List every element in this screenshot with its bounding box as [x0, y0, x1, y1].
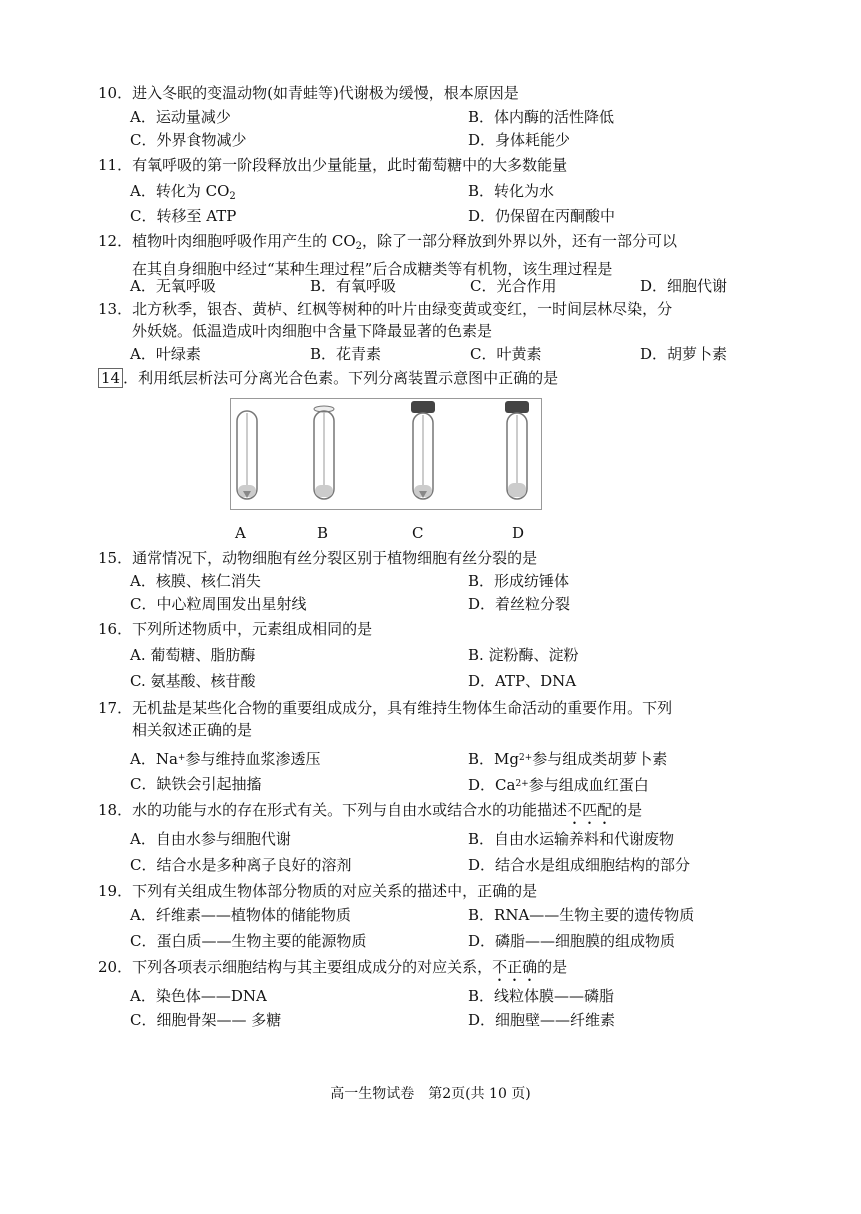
option-b: B．RNA——生物主要的遗传物质	[468, 906, 695, 924]
option-b: B．花青素	[310, 345, 382, 363]
option-a: A．运动量减少	[130, 108, 231, 126]
option-d: D．胡萝卜素	[640, 345, 728, 363]
question-stem: 20．下列各项表示细胞结构与其主要组成成分的对应关系，	[98, 958, 493, 976]
tube-label-a: A	[235, 524, 246, 542]
option-c: C．转移至 ATP	[130, 207, 237, 225]
option-a: A．Na+参与维持血浆渗透压	[130, 750, 321, 768]
question-14	[98, 367, 778, 389]
tube-label-b: B	[317, 524, 329, 542]
tube-label-d: D	[512, 524, 525, 542]
question-13	[98, 298, 778, 342]
option-d: D．细胞壁——纤维素	[468, 1011, 616, 1029]
option-b: B．线粒体膜——磷脂	[468, 987, 615, 1005]
option-a: A. 葡萄糖、脂肪酶	[130, 646, 256, 664]
question-12: 12．植物叶肉细胞呼吸作用产生的 $CO_2$，除了一部分释放到外界以外，还有一部分可以 在其自身细胞中经过“某种生理过程”后合成糖类等有机物，该生理过程是	[98, 230, 778, 280]
option-d: D．细胞代谢	[640, 277, 728, 295]
question-stem: 19．下列有关组成生物体部分物质的对应关系的描述中，正确的是	[98, 882, 538, 900]
option-c: C．光合作用	[470, 277, 557, 295]
question-stem-continued: 外妖娆。低温造成叶肉细胞中含量下降最显著的色素是	[132, 322, 493, 340]
question-stem: 13．北方秋季，银杏、黄栌、红枫等树种的叶片由绿变黄或变红，一时间层林尽染，分	[98, 300, 673, 318]
test-tubes-illustration	[231, 399, 541, 509]
question-17	[98, 697, 778, 741]
question-stem: ．利用纸层析法可分离光合色素。下列分离装置示意图中正确的是	[123, 369, 559, 387]
emphasized-text: 不正确	[492, 958, 538, 976]
option-c: C．中心粒周围发出星射线	[130, 595, 307, 613]
question-number: 14	[98, 368, 123, 388]
option-b: B. 淀粉酶、淀粉	[468, 646, 579, 664]
option-d: D．着丝粒分裂	[468, 595, 571, 613]
option-d: D．结合水是组成细胞结构的部分	[468, 856, 691, 874]
question-stem: 12．植物叶肉细胞呼吸作用产生的 CO	[98, 232, 356, 250]
option-c: C．蛋白质——生物主要的能源物质	[130, 932, 367, 950]
emphasized-text: 不匹配	[567, 801, 613, 819]
question-stem: 17．无机盐是某些化合物的重要组成成分，具有维持生物体生命活动的重要作用。下列	[98, 699, 673, 717]
option-b: B．转化为水	[468, 182, 555, 200]
option-d: D．身体耗能少	[468, 131, 571, 149]
question-16	[98, 618, 778, 640]
option-d: D．ATP、DNA	[468, 672, 577, 690]
option-a: A．叶绿素	[130, 345, 201, 363]
question-stem: 15．通常情况下，动物细胞有丝分裂区别于植物细胞有丝分裂的是	[98, 549, 538, 567]
option-b: B．形成纺锤体	[468, 572, 570, 590]
option-d: D．仍保留在丙酮酸中	[468, 207, 616, 225]
question-stem: 16．下列所述物质中，元素组成相同的是	[98, 620, 373, 638]
question-stem: 11．有氧呼吸的第一阶段释放出少量能量，此时葡萄糖中的大多数能量	[98, 156, 568, 174]
option-b: B．自由水运输养料和代谢废物	[468, 830, 675, 848]
question-stem-continued: 相关叙述正确的是	[132, 721, 253, 739]
option-c: C．外界食物减少	[130, 131, 247, 149]
question-20: 20．下列各项表示细胞结构与其主要组成成分的对应关系，不正确的是	[98, 958, 568, 976]
option-d: D．磷脂——细胞膜的组成物质	[468, 932, 676, 950]
tube-b	[314, 406, 334, 499]
question-11	[98, 154, 778, 176]
question-15	[98, 547, 778, 569]
option-a: A．染色体——DNA	[130, 987, 267, 1005]
question-19	[98, 880, 778, 902]
question-stem: 10．进入冬眠的变温动物(如青蛙等)代谢极为缓慢，根本原因是	[98, 84, 519, 102]
option-a: A．自由水参与细胞代谢	[130, 830, 291, 848]
option-b: B．有氧呼吸	[310, 277, 397, 295]
option-c: C．叶黄素	[470, 345, 542, 363]
question-stem-continued: 在其自身细胞中经过“某种生理过程”后合成糖类等有机物，该生理过程是	[132, 260, 613, 278]
option-c: C．细胞骨架—— 多糖	[130, 1011, 282, 1029]
option-c: C. 氨基酸、核苷酸	[130, 672, 256, 690]
option-a: A．核膜、核仁消失	[130, 572, 261, 590]
option-a: A．纤维素——植物体的储能物质	[130, 906, 351, 924]
option-d: D．$Ca^{2+}$参与组成血红蛋白	[468, 776, 649, 794]
tube-c	[411, 401, 435, 499]
tube-d	[505, 401, 529, 499]
question-18: 18．水的功能与水的存在形式有关。下列与自由水或结合水的功能描述不匹配的是	[98, 801, 643, 819]
tube-a	[237, 411, 257, 499]
tube-label-c: C	[412, 524, 424, 542]
question-stem: 18．水的功能与水的存在形式有关。下列与自由水或结合水的功能描述	[98, 801, 568, 819]
page-footer: 高一生物试卷 第2页(共 10 页)	[330, 1086, 531, 1102]
option-c: C．结合水是多种离子良好的溶剂	[130, 856, 352, 874]
option-a: A．转化为 $CO_2$	[130, 182, 236, 202]
option-b: B．$Mg^{2+}$参与组成类胡萝卜素	[468, 750, 668, 768]
chromatography-figure	[230, 398, 542, 510]
option-c: C．缺铁会引起抽搐	[130, 775, 262, 793]
question-10	[98, 82, 778, 104]
option-a: A．无氧呼吸	[130, 277, 216, 295]
option-b: B．体内酶的活性降低	[468, 108, 615, 126]
